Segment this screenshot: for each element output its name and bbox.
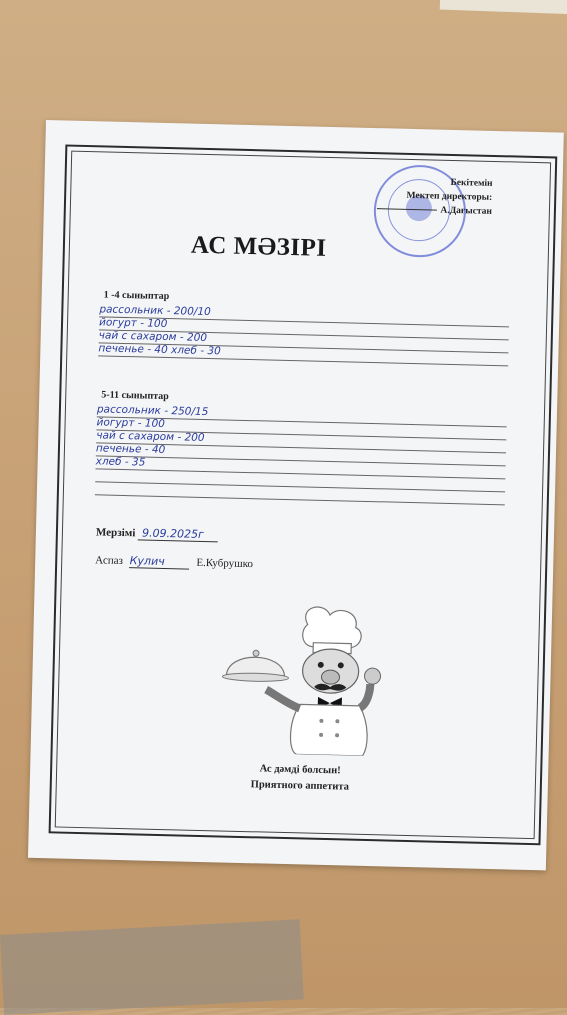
section-5-11-label: 5-11 сыныптар — [101, 389, 169, 403]
cook-label: Аспаз — [95, 554, 124, 568]
cook-name: Е.Кубрушко — [196, 556, 254, 571]
chef-illustration — [217, 602, 391, 756]
menu-sheet — [28, 120, 564, 870]
approval-line-1: Бекітемін — [450, 177, 493, 189]
desk-edge — [0, 919, 304, 1015]
approval-signature-rule — [376, 208, 436, 210]
footer-line-russian: Приятного аппетита — [250, 779, 350, 793]
menu-line: печенье - 40 — [96, 442, 506, 466]
approval-block — [362, 174, 493, 219]
footer-line-kazakh: Ас дәмді болсын! — [259, 763, 341, 777]
menu-line: рассольник - 250/15 — [97, 403, 507, 427]
menu-line: рассольник - 200/10 — [99, 303, 509, 327]
date-value: 9.09.2025г — [138, 526, 218, 542]
menu-line: хлеб - 35 — [95, 455, 505, 479]
cook-signature: Кулич — [129, 554, 189, 569]
section-1-4-label: 1 -4 сыныптар — [103, 289, 170, 303]
menu-line: чай с сахаром - 200 — [99, 329, 509, 353]
menu-line: йогурт - 100 — [99, 316, 509, 340]
approval-director-name: А.Дағыстан — [440, 205, 493, 217]
page-title: АС МӘЗІРІ — [190, 231, 327, 262]
footer-greeting — [240, 761, 361, 796]
approval-line-2: Мектеп директоры: — [406, 190, 493, 203]
menu-line: чай с сахаром - 200 — [96, 429, 506, 453]
menu-line: йогурт - 100 — [96, 416, 506, 440]
date-label: Мерзімі — [95, 526, 136, 540]
menu-line: печенье - 40 хлеб - 30 — [98, 342, 508, 366]
